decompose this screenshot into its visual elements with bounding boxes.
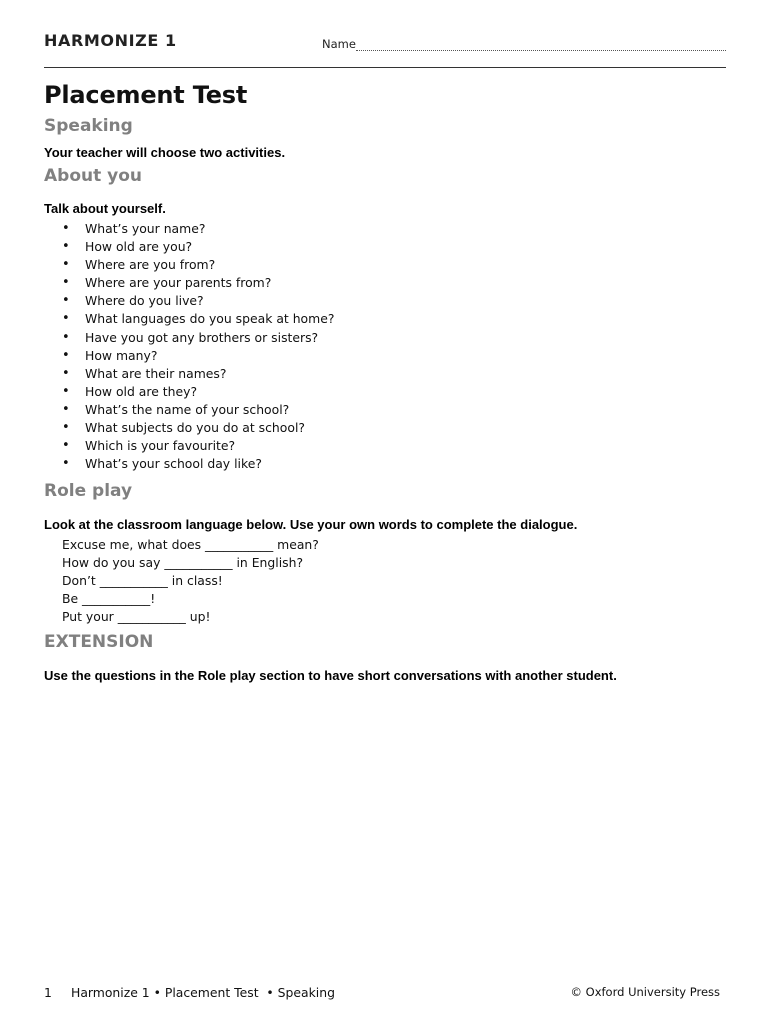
dialogue-line: Excuse me, what does ___________ mean? <box>62 537 319 552</box>
list-item: • What’s the name of your school? <box>62 401 334 419</box>
dialogue-line: Be ___________! <box>62 591 156 607</box>
role-play-heading: Role play <box>44 481 133 501</box>
footer-description: Harmonize 1 • Placement Test • Speaking <box>71 985 335 1000</box>
name-label: Name <box>322 37 356 51</box>
list-item: • What are their names? <box>62 365 334 383</box>
dialogue-line: How do you say ___________ in English? <box>62 555 304 571</box>
role-play-instruction: Look at the classroom language below. Use your own words to complete the dialogue. <box>44 517 578 532</box>
speaking-heading: Speaking <box>44 116 133 136</box>
dialogue-line: Put your ___________ up! <box>62 609 211 625</box>
list-item: • What languages do you speak at home? <box>62 310 334 328</box>
page-number: 1 <box>44 985 52 1000</box>
role-play-lines <box>62 536 319 626</box>
about-you-question-list <box>62 220 334 473</box>
about-you-heading: About you <box>44 166 143 186</box>
list-item: • Where are your parents from? <box>62 274 334 292</box>
list-item: • What subjects do you do at school? <box>62 419 334 437</box>
list-item: • Which is your favourite? <box>62 437 334 455</box>
list-item: • How old are they? <box>62 383 334 401</box>
extension-instruction: Use the questions in the Role play section to have short conversations with another student. <box>44 668 617 683</box>
list-item: • Where are you from? <box>62 256 334 274</box>
speaking-instruction: Your teacher will choose two activities. <box>44 145 286 160</box>
dialogue-line: Don’t ___________ in class! <box>62 573 223 589</box>
copyright-notice: © Oxford University Press <box>570 985 720 999</box>
list-item: • What’s your name? <box>62 220 334 238</box>
list-item: • Where do you live? <box>62 292 334 310</box>
name-write-line <box>356 50 726 51</box>
extension-heading: EXTENSION <box>44 632 154 652</box>
list-item: • How old are you? <box>62 238 334 256</box>
about-you-instruction: Talk about yourself. <box>44 201 166 216</box>
header-divider <box>44 67 726 68</box>
page-title: Placement Test <box>44 81 248 109</box>
brand-logo: HARMONIZE 1 <box>44 31 177 50</box>
list-item: • Have you got any brothers or sisters? <box>62 329 334 347</box>
list-item: • How many? <box>62 347 334 365</box>
list-item: • What’s your school day like? <box>62 455 334 473</box>
